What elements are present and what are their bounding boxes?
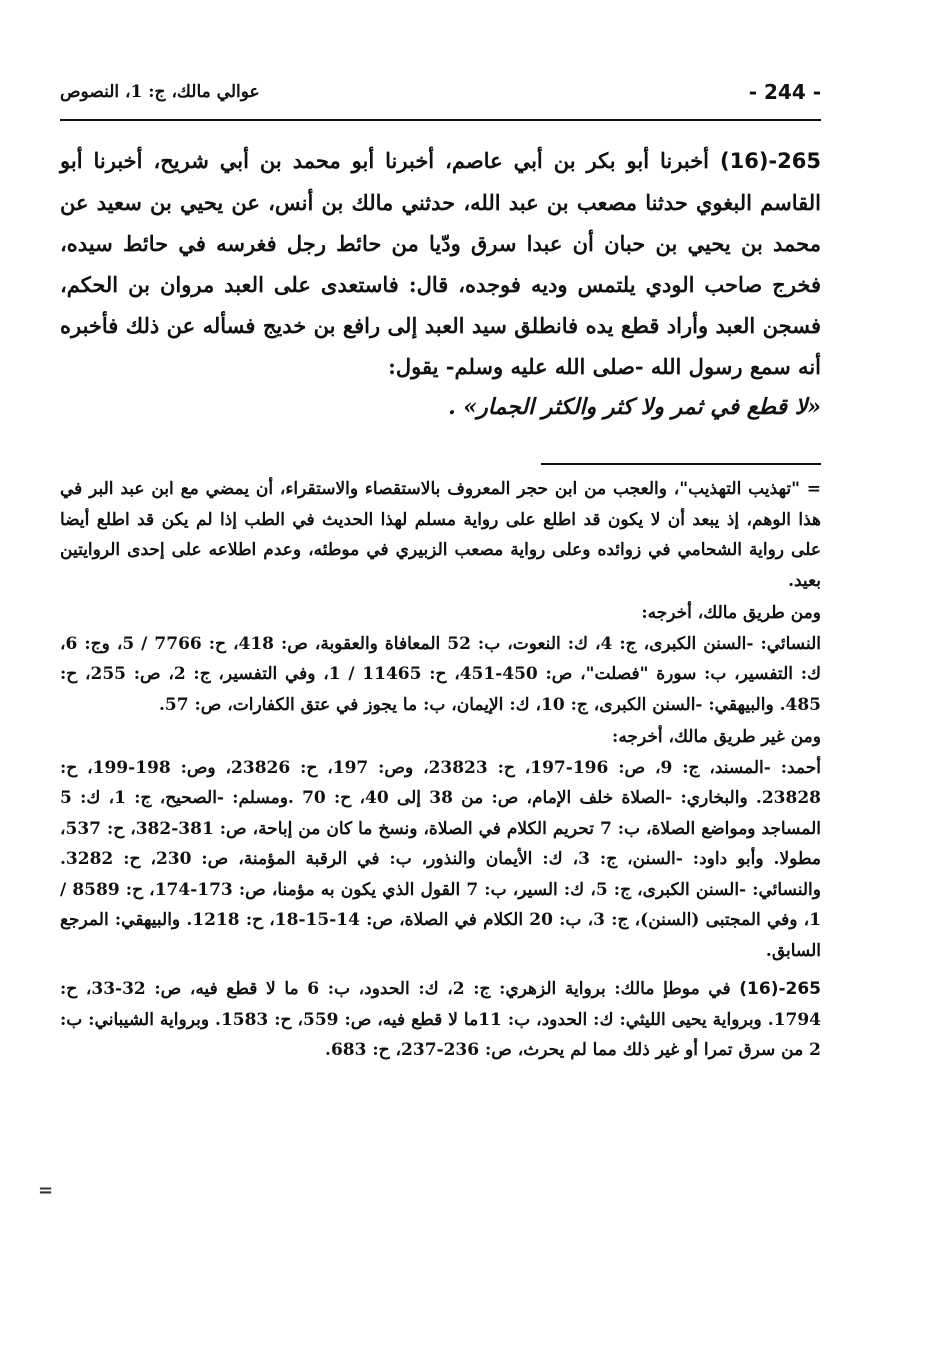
header-rule	[60, 119, 821, 121]
running-header	[60, 80, 821, 114]
book-title: عوالي مالك، ج: 1، النصوص	[60, 82, 260, 102]
hadith-number: 265-(16)	[719, 149, 821, 173]
hadith-paragraph	[60, 140, 821, 387]
hadith-text: أخبرنا أبو بكر بن أبي عاصم، أخبرنا أبو محمد بن أبي شريح، أخبرنا أبو القاسم البغوي حدثنا مصعب بن عبد الله، حدثني مالك بن أنس، عن يحيي بن سعيد عن محمد بن يحيي بن حبان أن عبدا سرق ودّيا من حائط رجل فغرسه في حائط سيده، فخرج صاحب الودي يلتمس وديه فوجده، قال: فاستعدى على العبد مروان بن الحكم، فسجن العبد وأراد قطع يده فانطلق سيد العبد إلى رافع بن خديج فسأله عن ذلك فأخبره أنه سمع رسول الله -صلى الله عليه وسلم- يقول:	[60, 148, 821, 379]
footnote-continuation: = "تهذيب التهذيب"، والعجب من ابن حجر المعروف بالاستقصاء والاستقراء، أن يمضي مع ابن عبد البر في هذا الوهم، إذ يبعد أن لا يكون قد اطلع على رواية مسلم لهذا الحديث في الطب إذا لم يكن قد اطلع أيضا على رواية الشحامي في زوائده وعلى رواية مصعب الزبيري في موطئه، وعدم اطلاعه على إحدى الروايتين بعيد.	[60, 479, 821, 591]
footnote-265	[60, 974, 821, 1066]
hadith-quote: «لا قطع في ثمر ولا كثر والكثر الجمار» .	[448, 394, 821, 420]
footnotes	[60, 474, 821, 1066]
continues-mark: =	[38, 1180, 54, 1201]
footnote-number: 265-(16)	[739, 979, 822, 999]
other-route-heading: ومن غير طريق مالك، أخرجه:	[612, 727, 821, 747]
malik-route-text: النسائي: -السنن الكبرى، ج: 4، ك: النعوت، ب: 52 المعافاة والعقوبة، ص: 418، ح: 7766 / 5، وج: 6، ك: التفسير، ب: سورة "فصلت"، ص: 450-451، ح: 11465 / 1، وفي التفسير، ج: 2، ص: 255، ح: 485. والبيهقي: -السنن الكبرى، ج: 10، ك: الإيمان، ب: ما يجوز في عتق الكفارات، ص: 57.	[60, 633, 822, 715]
main-text	[60, 140, 821, 387]
malik-route-heading: ومن طريق مالك، أخرجه:	[641, 603, 821, 623]
footnote-rule	[541, 463, 821, 465]
page-number: - 244 -	[748, 80, 821, 104]
other-route-text: أحمد: -المسند، ج: 9، ص: 196-197، ح: 23823، وص: 197، ح: 23826، وص: 198-199، ح: 23828. والبخاري: -الصلاة خلف الإمام، ص: من 38 إلى 40، ح: 70 .ومسلم: -الصحيح، ج: 1، ك: 5 المساجد ومواضع الصلاة، ب: 7 تحريم الكلام في الصلاة، ونسخ ما كان من إباحة، ص: 381-382، ح: 537، مطولا. وأبو داود: -السنن، ج: 3، ك: الأيمان والنذور، ب: في الرقبة المؤمنة، ص: 230، ح: 3282. والنسائي: -السنن الكبرى، ج: 5، ك: السير، ب: 7 القول الذي يكون به مؤمنا، ص: 173-174، ح: 8589 / 1، وفي المجتبى (السنن)، ج: 3، ب: 20 الكلام في الصلاة، ص: 14-15-18، ح: 1218. والبيهقي: المرجع السابق.	[60, 757, 821, 961]
footnote-265-text: في موطإ مالك: برواية الزهري: ج: 2، ك: الحدود، ب: 6 ما لا قطع فيه، ص: 32-33، ح: 1794. وبرواية يحيى الليثي: ك: الحدود، ب: 11ما لا قطع فيه، ص: 559، ح: 1583. وبرواية الشيباني: ب: 2 من سرق تمرا أو غير ذلك مما لم يحرث، ص: 236-237، ح: 683.	[60, 979, 821, 1060]
